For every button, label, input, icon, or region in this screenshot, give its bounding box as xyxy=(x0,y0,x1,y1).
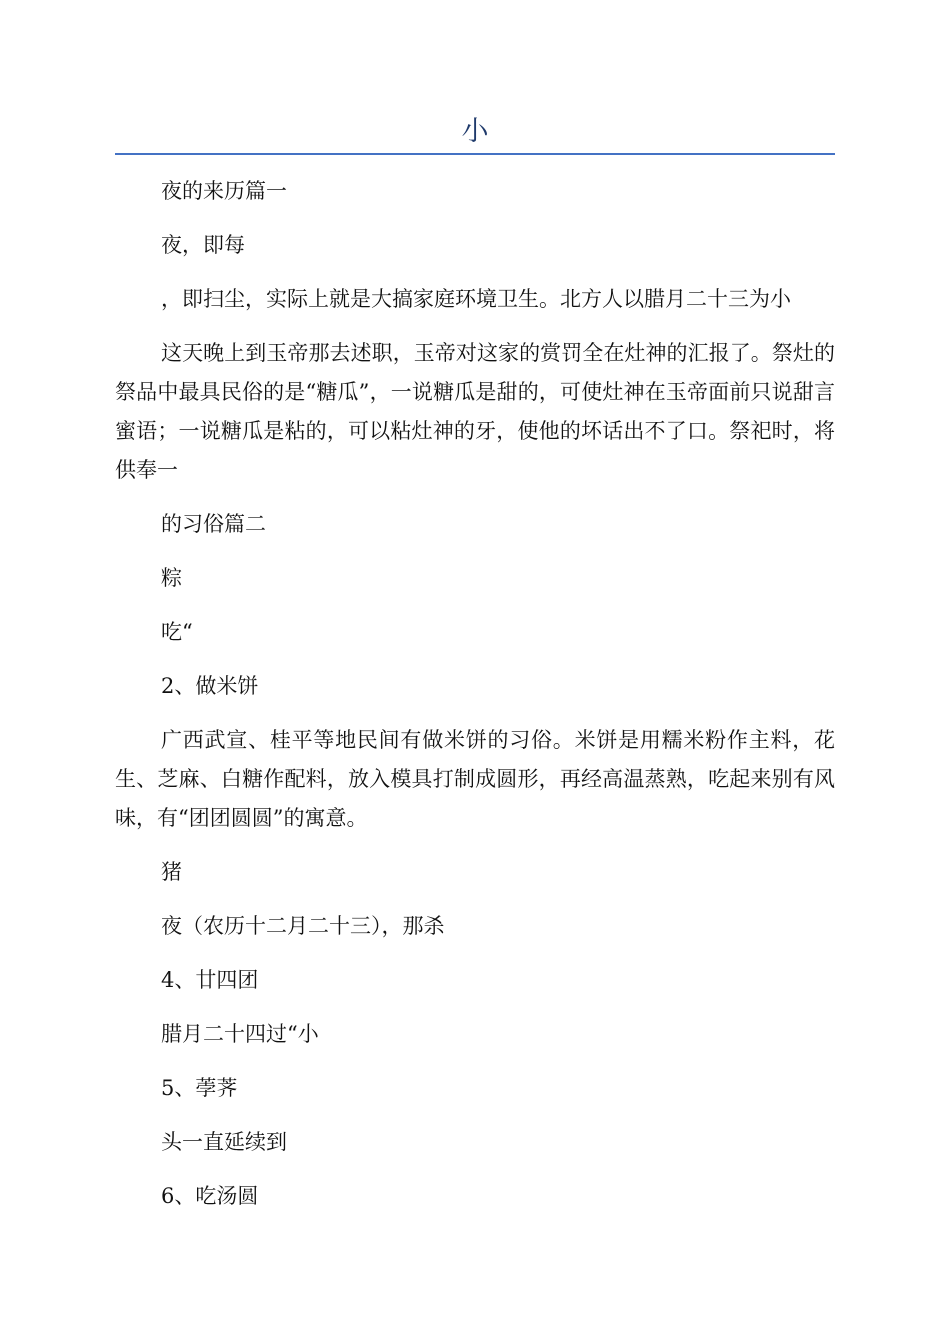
paragraph-12: 4、廿四团 xyxy=(161,968,259,992)
document-title: 小 xyxy=(461,116,489,147)
paragraph-10: 猪 xyxy=(161,860,182,884)
paragraph-3: ，即扫尘，实际上就是大搞家庭环境卫生。北方人以腊月二十三为小 xyxy=(161,287,791,311)
paragraph-9: 广西武宣、桂平等地民间有做米饼的习俗。米饼是用糯米粉作主料，花生、芝麻、白糖作配料，放入模具打制成圆形，再经高温蒸熟，吃起来别有风味，有“团团圆圆”的寓意。 xyxy=(115,728,835,830)
paragraph-1: 夜的来历篇一 xyxy=(161,179,287,203)
paragraph-2: 夜，即每 xyxy=(161,233,245,257)
document-body xyxy=(115,172,835,1231)
paragraph-8: 2、做米饼 xyxy=(161,674,259,698)
paragraph-7: 吃“ xyxy=(161,620,193,644)
title-divider xyxy=(115,153,835,155)
paragraph-14: 5、荸荠 xyxy=(161,1076,238,1100)
paragraph-13: 腊月二十四过“小 xyxy=(161,1022,319,1046)
paragraph-4: 这天晚上到玉帝那去述职，玉帝对这家的赏罚全在灶神的汇报了。祭灶的祭品中最具民俗的是“糖瓜”，一说糖瓜是甜的，可使灶神在玉帝面前只说甜言蜜语；一说糖瓜是粘的，可以粘灶神的牙，使他的坏话出不了口。祭祀时，将供奉一 xyxy=(115,341,835,482)
paragraph-6: 粽 xyxy=(161,566,182,590)
paragraph-15: 头一直延续到 xyxy=(161,1130,287,1154)
paragraph-16: 6、吃汤圆 xyxy=(161,1184,259,1208)
paragraph-11: 夜（农历十二月二十三），那杀 xyxy=(161,914,445,938)
paragraph-5: 的习俗篇二 xyxy=(161,512,266,536)
